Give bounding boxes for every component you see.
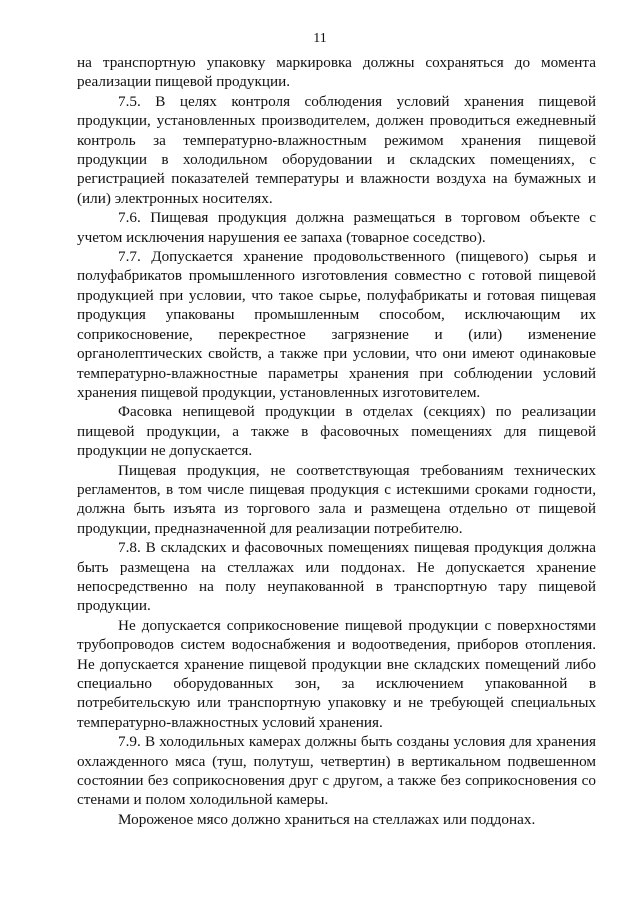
paragraph-7-7: 7.7. Допускается хранение продовольственного (пищевого) сырья и полуфабрикатов промышленного изготовления совместно с готовой пищевой продукцией при условии, что такое сырье, полуфабрикаты и готовая пищевая продукция упакованы промышленным способом, исключающим их соприкосновение, перекрестное загрязнение и (или) изменение органолептических свойств, а также при условии, что они имеют одинаковые температурно-влажностные параметры хранения при соблюдении условий хранения пищевой продукции, установленных изготовителем.	[77, 248, 596, 401]
paragraph-7-9: 7.9. В холодильных камерах должны быть созданы условия для хранения охлажденного мяса (туш, полутуш, четвертин) в вертикальном подвешенном состоянии без соприкосновения друг с другом, а также без соприкосновения со стенами и полом холодильной камеры.	[77, 733, 596, 809]
paragraph-7-5: 7.5. В целях контроля соблюдения условий хранения пищевой продукции, установленных производителем, должен проводиться ежедневный контроль за температурно-влажностным режимом хранения пищевой продукции в холодильном оборудовании и складских помещениях, с регистрацией показателей температуры и влажности воздуха на бумажных и (или) электронных носителях.	[77, 92, 596, 207]
paragraph-7-6: 7.6. Пищевая продукция должна размещаться в торговом объекте с учетом исключения нарушения ее запаха (товарное соседство).	[77, 209, 596, 246]
paragraph-frozen-meat: Мороженое мясо должно храниться на стеллажах или поддонах.	[118, 810, 536, 828]
paragraph-pipes-contact: Не допускается соприкосновение пищевой продукции с поверхностями трубопроводов систем водоснабжения и водоотведения, приборов отопления. Не допускается хранение пищевой продукции вне складских помещений либо специально оборудованных зон, за исключением упакованной в потребительскую или транспортную упаковку и не требующей специальных температурно-влажностных условий хранения.	[77, 616, 596, 731]
document-body	[77, 53, 596, 829]
page-number: 11	[313, 31, 327, 46]
paragraph-continuation: на транспортную упаковку маркировка должны сохраняться до момента реализации пищевой продукции.	[77, 54, 596, 91]
paragraph-packing-rule: Фасовка непищевой продукции в отделах (секциях) по реализации пищевой продукции, а также в фасовочных помещениях для пищевой продукции не допускается.	[77, 403, 596, 460]
paragraph-7-8: 7.8. В складских и фасовочных помещениях пищевая продукция должна быть размещена на стеллажах или поддонах. Не допускается хранение непосредственно на полу неупакованной в транспортную тару пищевой продукции.	[77, 539, 596, 615]
paragraph-noncompliant-products: Пищевая продукция, не соответствующая требованиям технических регламентов, в том числе пищевая продукция с истекшими сроками годности, должна быть изъята из торгового зала и размещена отдельно от пищевой продукции, предназначенной для реализации потребителю.	[77, 461, 596, 537]
